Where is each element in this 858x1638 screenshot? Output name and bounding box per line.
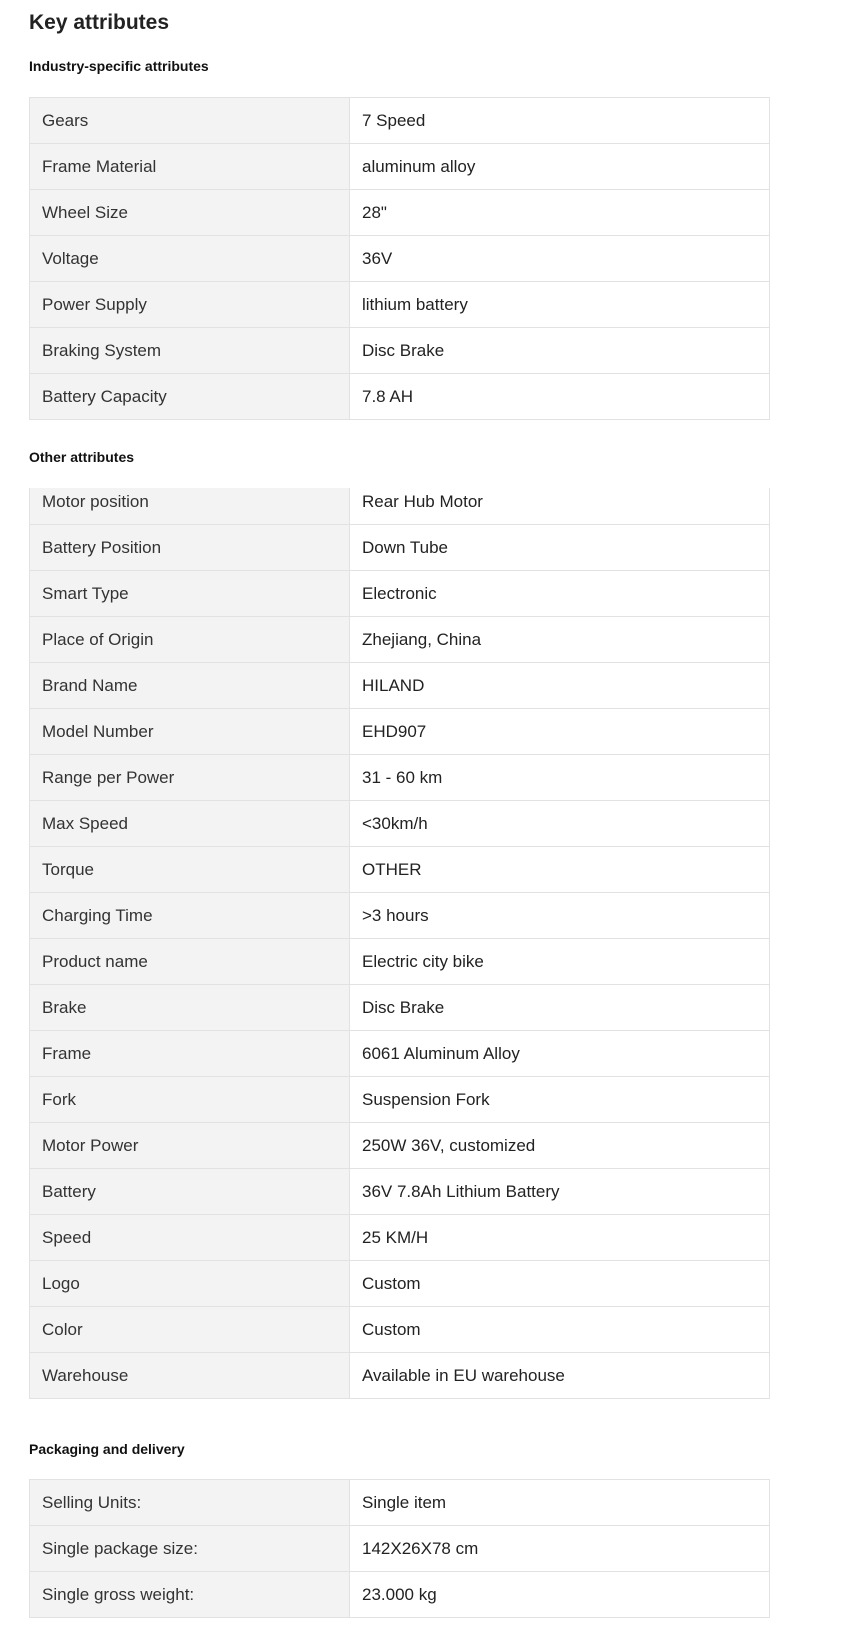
attribute-name: Single package size: bbox=[30, 1526, 350, 1572]
attribute-name: Max Speed bbox=[30, 801, 350, 847]
attribute-name: Selling Units: bbox=[30, 1480, 350, 1526]
table-row bbox=[30, 236, 770, 282]
table-row bbox=[30, 893, 770, 939]
attribute-name: Torque bbox=[30, 847, 350, 893]
attribute-value: Zhejiang, China bbox=[350, 617, 770, 663]
attribute-value: Available in EU warehouse bbox=[350, 1353, 770, 1399]
attribute-name: Frame Material bbox=[30, 144, 350, 190]
table-row bbox=[30, 374, 770, 420]
attribute-value: EHD907 bbox=[350, 709, 770, 755]
attribute-value: <30km/h bbox=[350, 801, 770, 847]
table-row bbox=[30, 663, 770, 709]
table-row bbox=[30, 617, 770, 663]
attribute-value: Disc Brake bbox=[350, 328, 770, 374]
attribute-name: Product name bbox=[30, 939, 350, 985]
attribute-name: Charging Time bbox=[30, 893, 350, 939]
attribute-name: Battery bbox=[30, 1169, 350, 1215]
table-row bbox=[30, 1215, 770, 1261]
attribute-value: OTHER bbox=[350, 847, 770, 893]
attribute-value: Single item bbox=[350, 1480, 770, 1526]
table-row bbox=[30, 1123, 770, 1169]
attribute-name: Logo bbox=[30, 1261, 350, 1307]
table-row bbox=[30, 1307, 770, 1353]
attribute-value: >3 hours bbox=[350, 893, 770, 939]
attribute-value: Rear Hub Motor bbox=[350, 488, 770, 525]
attribute-value: 31 - 60 km bbox=[350, 755, 770, 801]
attribute-value: 25 KM/H bbox=[350, 1215, 770, 1261]
table-row bbox=[30, 282, 770, 328]
attribute-name: Model Number bbox=[30, 709, 350, 755]
section-title-packaging-delivery: Packaging and delivery bbox=[29, 1441, 185, 1457]
attribute-name: Braking System bbox=[30, 328, 350, 374]
attribute-value: lithium battery bbox=[350, 282, 770, 328]
attribute-name: Frame bbox=[30, 1031, 350, 1077]
table-row bbox=[30, 847, 770, 893]
attribute-name: Gears bbox=[30, 98, 350, 144]
attribute-value: Custom bbox=[350, 1307, 770, 1353]
table-row bbox=[30, 488, 770, 525]
attribute-name: Motor Power bbox=[30, 1123, 350, 1169]
attribute-value: Suspension Fork bbox=[350, 1077, 770, 1123]
table-row bbox=[30, 525, 770, 571]
attribute-name: Single gross weight: bbox=[30, 1572, 350, 1618]
table-row bbox=[30, 1261, 770, 1307]
table-row bbox=[30, 1526, 770, 1572]
attribute-value: Disc Brake bbox=[350, 985, 770, 1031]
attribute-value: aluminum alloy bbox=[350, 144, 770, 190]
page-title: Key attributes bbox=[29, 11, 170, 34]
table-row bbox=[30, 985, 770, 1031]
attribute-value: 7 Speed bbox=[350, 98, 770, 144]
attribute-name: Battery Position bbox=[30, 525, 350, 571]
attribute-name: Wheel Size bbox=[30, 190, 350, 236]
attribute-name: Range per Power bbox=[30, 755, 350, 801]
attribute-name: Place of Origin bbox=[30, 617, 350, 663]
table-row bbox=[30, 801, 770, 847]
table-row bbox=[30, 1572, 770, 1618]
attribute-value: 7.8 AH bbox=[350, 374, 770, 420]
section-title-industry-specific: Industry-specific attributes bbox=[29, 58, 209, 74]
attribute-name: Smart Type bbox=[30, 571, 350, 617]
attribute-name: Warehouse bbox=[30, 1353, 350, 1399]
attribute-name: Fork bbox=[30, 1077, 350, 1123]
table-row bbox=[30, 1077, 770, 1123]
table-row bbox=[30, 98, 770, 144]
attribute-value: 6061 Aluminum Alloy bbox=[350, 1031, 770, 1077]
table-row bbox=[30, 755, 770, 801]
attribute-value: 250W 36V, customized bbox=[350, 1123, 770, 1169]
attribute-value: HILAND bbox=[350, 663, 770, 709]
attribute-name: Power Supply bbox=[30, 282, 350, 328]
attribute-value: 36V bbox=[350, 236, 770, 282]
attribute-value: 36V 7.8Ah Lithium Battery bbox=[350, 1169, 770, 1215]
industry-attributes-table bbox=[29, 97, 770, 420]
attribute-value: Electric city bike bbox=[350, 939, 770, 985]
attribute-name: Brake bbox=[30, 985, 350, 1031]
table-row bbox=[30, 1353, 770, 1399]
table-row bbox=[30, 939, 770, 985]
table-row bbox=[30, 1480, 770, 1526]
table-row bbox=[30, 190, 770, 236]
attribute-value: 142X26X78 cm bbox=[350, 1526, 770, 1572]
other-attributes-table bbox=[29, 488, 770, 1399]
other-attributes-scroll-area[interactable] bbox=[29, 488, 772, 1420]
table-row bbox=[30, 709, 770, 755]
attribute-name: Brand Name bbox=[30, 663, 350, 709]
attribute-value: 28" bbox=[350, 190, 770, 236]
attribute-name: Voltage bbox=[30, 236, 350, 282]
attribute-name: Motor position bbox=[30, 488, 350, 525]
attribute-value: Custom bbox=[350, 1261, 770, 1307]
packaging-table bbox=[29, 1479, 770, 1618]
table-row bbox=[30, 1031, 770, 1077]
table-row bbox=[30, 1169, 770, 1215]
attribute-name: Speed bbox=[30, 1215, 350, 1261]
table-row bbox=[30, 571, 770, 617]
attribute-name: Color bbox=[30, 1307, 350, 1353]
attribute-name: Battery Capacity bbox=[30, 374, 350, 420]
attribute-value: 23.000 kg bbox=[350, 1572, 770, 1618]
section-title-other-attributes: Other attributes bbox=[29, 449, 135, 465]
attribute-value: Down Tube bbox=[350, 525, 770, 571]
table-row bbox=[30, 328, 770, 374]
table-row bbox=[30, 144, 770, 190]
attribute-value: Electronic bbox=[350, 571, 770, 617]
